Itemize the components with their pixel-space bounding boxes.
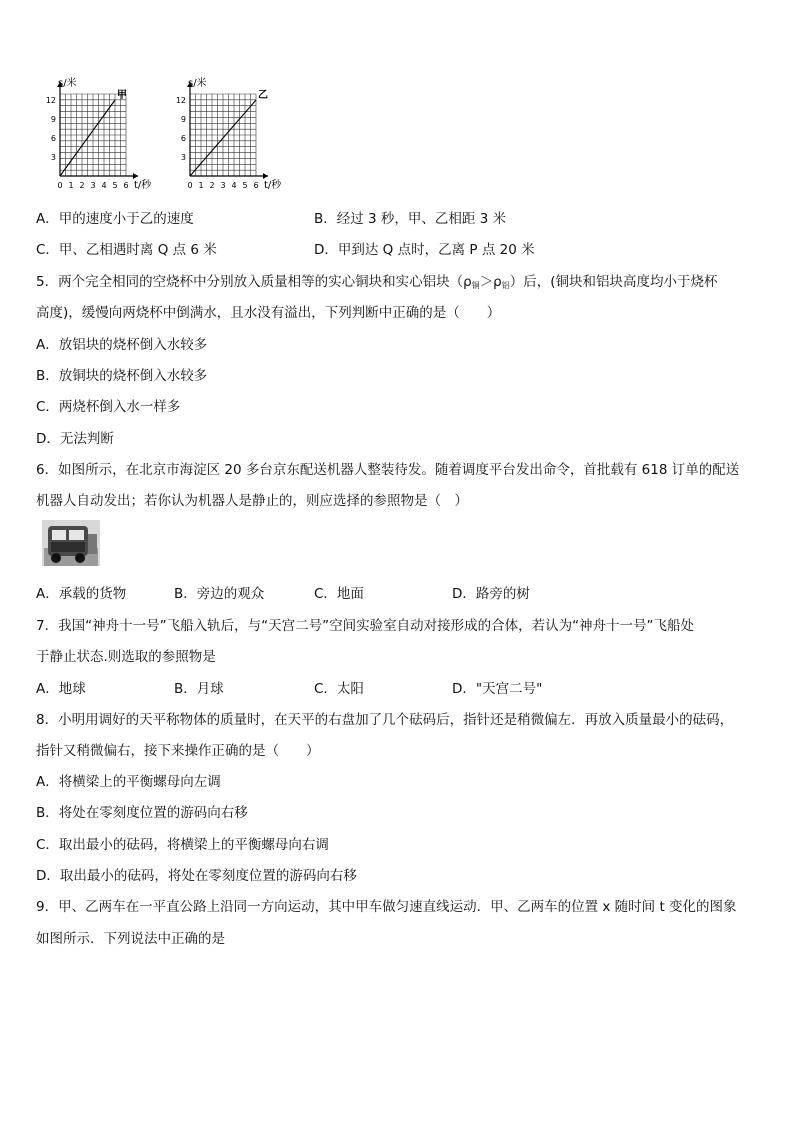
- x-tick-label: 0: [57, 181, 63, 190]
- q8-option-a: A．将横梁上的平衡螺母向左调: [36, 774, 221, 790]
- x-tick-label: 5: [112, 181, 118, 190]
- y-tick-label: 6: [180, 134, 186, 143]
- y-tick-label: 6: [50, 134, 56, 143]
- graph-jia: [38, 72, 158, 198]
- q8-option-b: B．将处在零刻度位置的游码向右移: [36, 805, 248, 821]
- q7-stem-line2: 于静止状态.则选取的参照物是: [36, 649, 216, 665]
- q4-option-b: B．经过 3 秒，甲、乙相距 3 米: [314, 211, 507, 227]
- y-tick-label: 12: [45, 96, 56, 105]
- q8-stem-line2: 指针又稍微偏右，接下来操作正确的是（ ）: [36, 743, 320, 759]
- q4-option-d: D．甲到达 Q 点时，乙离 P 点 20 米: [314, 242, 535, 258]
- q5-option-d: D．无法判断: [36, 431, 114, 447]
- y-axis-label: s/米: [58, 78, 77, 89]
- q5-option-b: B．放铜块的烧杯倒入水较多: [36, 368, 208, 384]
- x-tick-label: 3: [220, 181, 226, 190]
- q8-stem-line1: 8．小明用调好的天平称物体的质量时，在天平的右盘加了几个砝码后，指针还是稍微偏左．再放入质量最小的砝码，: [36, 712, 734, 728]
- q8-option-c: C．取出最小的砝码，将横梁上的平衡螺母向右调: [36, 837, 329, 853]
- x-tick-label: 4: [101, 181, 107, 190]
- y-tick-label: 9: [50, 115, 56, 124]
- x-tick-label: 6: [253, 181, 259, 190]
- q6-stem-line2: 机器人自动发出；若你认为机器人是静止的，则应选择的参照物是（ ）: [36, 493, 468, 509]
- series-label: 甲: [117, 90, 127, 101]
- x-axis-label: t/秒: [134, 180, 152, 191]
- y-tick-label: 12: [175, 96, 186, 105]
- x-tick-label: 1: [68, 181, 74, 190]
- q7-option-a: A．地球: [36, 681, 86, 697]
- q5-option-a: A．放铝块的烧杯倒入水较多: [36, 337, 208, 353]
- q6-option-d: D．路旁的树: [452, 586, 530, 602]
- q7-option-b: B．月球: [174, 681, 224, 697]
- x-tick-label: 2: [79, 181, 85, 190]
- graph-yi: [168, 72, 294, 198]
- q6-option-c: C．地面: [314, 586, 364, 602]
- x-tick-label: 3: [90, 181, 96, 190]
- x-tick-label: 1: [198, 181, 204, 190]
- q4-option-c: C．甲、乙相遇时离 Q 点 6 米: [36, 242, 217, 258]
- y-axis-label: s/米: [188, 78, 207, 89]
- q9-stem-line2: 如图所示．下列说法中正确的是: [36, 931, 225, 947]
- q9-stem-line1: 9．甲、乙两车在一平直公路上沿同一方向运动，其中甲车做匀速直线运动．甲、乙两车的位置 x 随时间 t 变化的图象: [36, 899, 737, 915]
- x-tick-label: 2: [209, 181, 215, 190]
- x-tick-label: 5: [242, 181, 248, 190]
- x-tick-label: 0: [187, 181, 193, 190]
- q6-stem-line1: 6．如图所示，在北京市海淀区 20 多台京东配送机器人整装待发。随着调度平台发出命令，首批载有 618 订单的配送: [36, 462, 740, 478]
- q5-stem-line1: 5．两个完全相同的空烧杯中分别放入质量相等的实心铜块和实心铝块$(\rho_铜>\rho_铝)$后，(铜块和铝块高度均小于烧杯: [36, 274, 718, 290]
- robot-photo: [42, 520, 100, 566]
- x-axis-label: t/秒: [264, 180, 282, 191]
- q8-option-d: D．取出最小的砝码，将处在零刻度位置的游码向右移: [36, 868, 357, 884]
- x-axis-arrow: [263, 173, 268, 179]
- series-label: 乙: [258, 90, 268, 101]
- y-tick-label: 3: [50, 153, 56, 162]
- q7-option-d: D．"天宫二号": [452, 681, 543, 697]
- y-tick-label: 9: [180, 115, 186, 124]
- y-tick-label: 3: [180, 153, 186, 162]
- x-tick-label: 4: [231, 181, 237, 190]
- q6-option-b: B．旁边的观众: [174, 586, 265, 602]
- x-tick-label: 6: [123, 181, 129, 190]
- q6-option-a: A．承载的货物: [36, 586, 127, 602]
- q5-option-c: C．两烧杯倒入水一样多: [36, 399, 181, 415]
- x-axis-arrow: [133, 173, 138, 179]
- q7-option-c: C．太阳: [314, 681, 364, 697]
- q5-stem-line2: 高度)，缓慢向两烧杯中倒满水，且水没有溢出，下列判断中正确的是（ ）: [36, 305, 501, 321]
- q7-stem-line1: 7．我国“神舟十一号”飞船入轨后，与“天宫二号”空间实验室自动对接形成的合体，若认为“神舟十一号”飞船处: [36, 618, 695, 634]
- q4-option-a: A．甲的速度小于乙的速度: [36, 211, 194, 227]
